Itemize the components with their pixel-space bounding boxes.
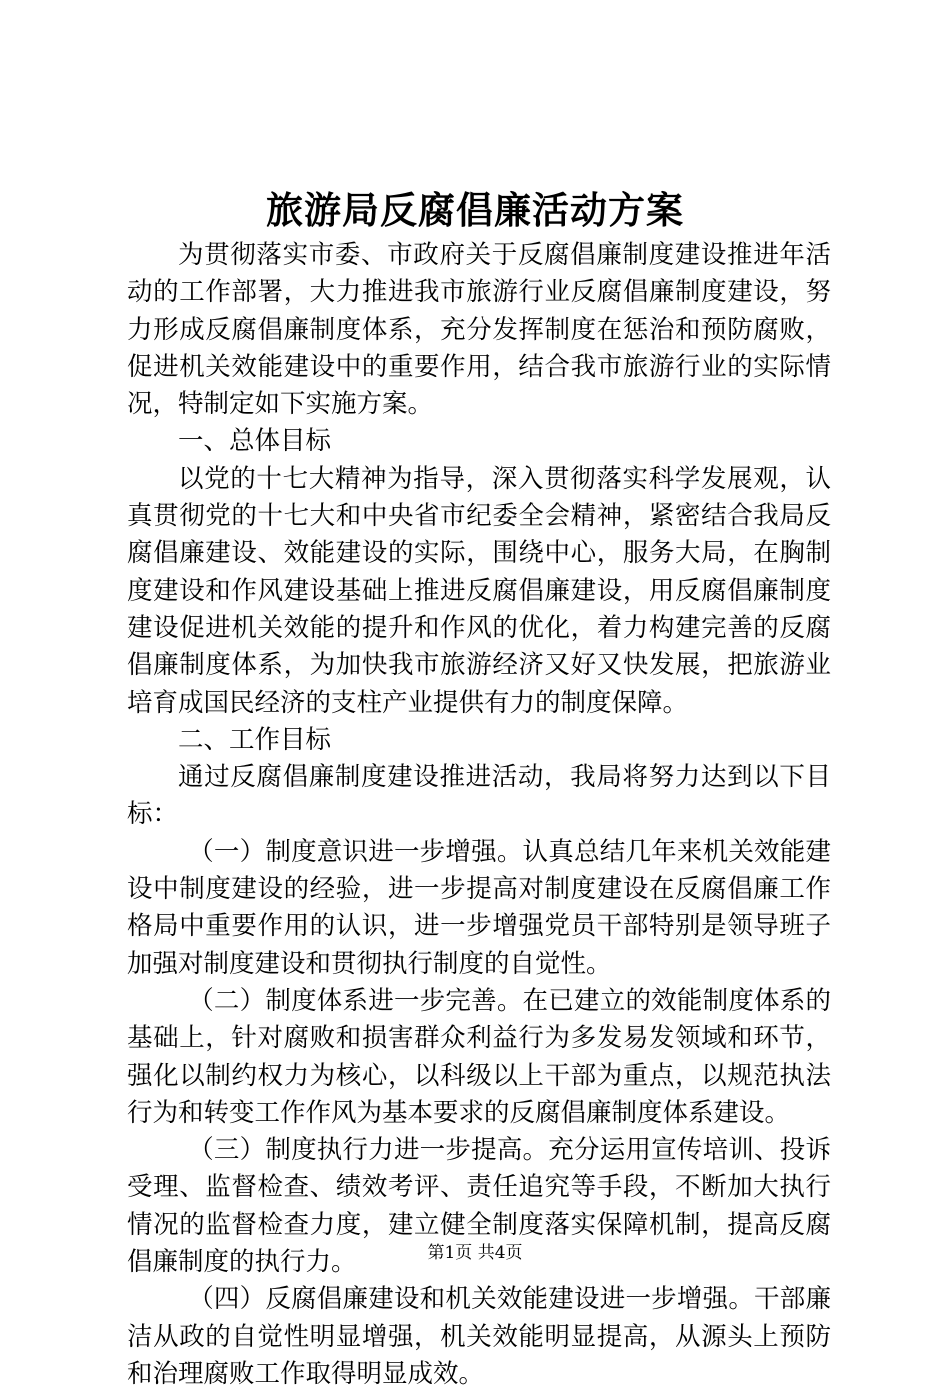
page-number-footer: 第1页 共4页	[427, 1243, 523, 1263]
section-1-heading: 一、总体目标	[178, 426, 332, 457]
document-body	[127, 237, 831, 1393]
document-title: 旅游局反腐倡廉活动方案	[266, 188, 684, 232]
section-2-paragraph: 通过反腐倡廉制度建设推进活动，我局将努力达到以下目标：	[127, 762, 831, 830]
section-1-paragraph: 以党的十七大精神为指导，深入贯彻落实科学发展观，认真贯彻党的十七大和中央省市纪委全会精神，紧密结合我局反腐倡廉建设、效能建设的实际，围绕中心，服务大局，在胸制度建设和作风建设基础上推进反腐倡廉建设，用反腐倡廉制度建设促进机关效能的提升和作风的优化，着力构建完善的反腐倡廉制度体系，为加快我市旅游经济又好又快发展，把旅游业培育成国民经济的支柱产业提供有力的制度保障。	[127, 463, 831, 718]
section-2-heading: 二、工作目标	[178, 724, 332, 755]
goal-item-3: （三）制度执行力进一步提高。充分运用宣传培训、投诉受理、监督检查、绩效考评、责任追究等手段，不断加大执行情况的监督检查力度，建立健全制度落实保障机制，提高反腐倡廉制度的执行力。	[127, 1135, 831, 1278]
intro-paragraph: 为贯彻落实市委、市政府关于反腐倡廉制度建设推进年活动的工作部署，大力推进我市旅游行业反腐倡廉制度建设，努力形成反腐倡廉制度体系，充分发挥制度在惩治和预防腐败，促进机关效能建设中的重要作用，结合我市旅游行业的实际情况，特制定如下实施方案。	[127, 240, 831, 420]
goal-item-1: （一）制度意识进一步增强。认真总结几年来机关效能建设中制度建设的经验，进一步提高对制度建设在反腐倡廉工作格局中重要作用的认识，进一步增强党员干部特别是领导班子加强对制度建设和贯彻执行制度的自觉性。	[127, 836, 831, 979]
goal-item-4: （四）反腐倡廉建设和机关效能建设进一步增强。干部廉洁从政的自觉性明显增强，机关效能明显提高，从源头上预防和治理腐败工作取得明显成效。	[127, 1284, 831, 1389]
goal-item-2: （二）制度体系进一步完善。在已建立的效能制度体系的基础上，针对腐败和损害群众利益行为多发易发领域和环节，强化以制约权力为核心，以科级以上干部为重点，以规范执法行为和转变工作作风为基本要求的反腐倡廉制度体系建设。	[127, 985, 831, 1128]
